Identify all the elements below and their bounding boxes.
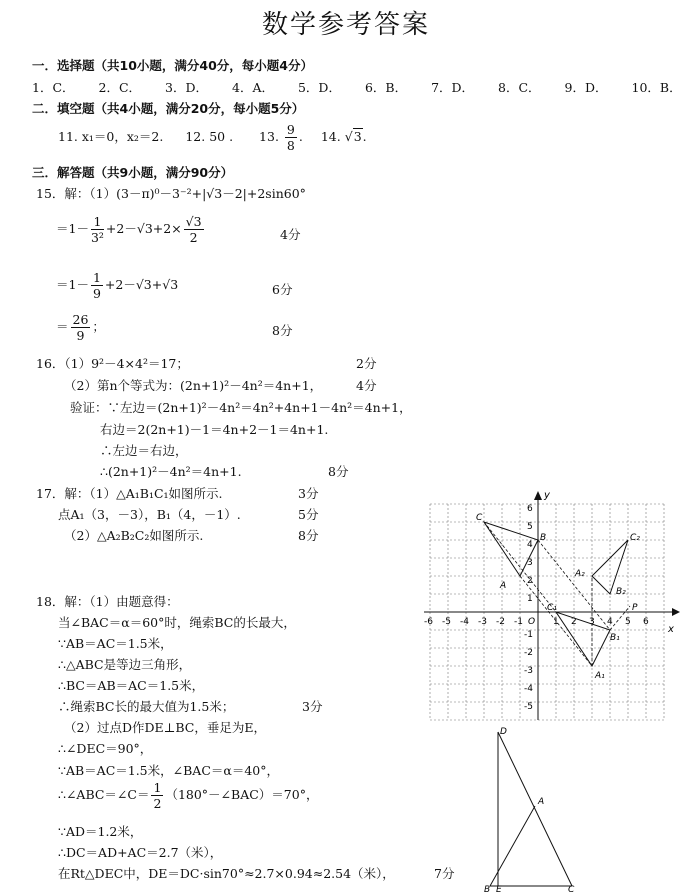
q15-fraction-2 — [184, 214, 204, 245]
q16-score-2: 4分 — [356, 378, 377, 393]
label-a: A — [500, 581, 507, 591]
x-tick: 3 — [589, 617, 595, 627]
y-tick: 3 — [527, 558, 533, 568]
fraction-numerator: 9 — [286, 122, 295, 137]
answer-12: 12. 50 . — [185, 129, 234, 144]
q15-line-1: 15．解：（1）(3－π)⁰－3⁻²+|√3－2|+2sin60° — [36, 186, 306, 201]
segment-dc — [498, 732, 572, 886]
sqrt-radicand: 3 — [353, 129, 362, 144]
q18-line-6: ∴绳索BC长的最大值为1.5米； — [58, 699, 235, 714]
q18-line-1: 18．解：（1）由题意得： — [36, 594, 179, 609]
q15-score-2: 6分 — [272, 282, 293, 297]
y-tick: 5 — [527, 522, 533, 532]
label-b: B — [540, 533, 547, 543]
x-tick: 2 — [571, 617, 577, 627]
q18-line-8: ∴∠DEC＝90°， — [58, 741, 153, 756]
fraction-denominator: 3² — [90, 230, 104, 245]
fill-answers — [58, 122, 367, 153]
y-tick: -5 — [524, 702, 533, 712]
answer-8: 8．C． — [498, 80, 541, 95]
answer-2: 2．C． — [98, 80, 142, 95]
q18-line-4: ∴△ABC是等边三角形， — [58, 657, 192, 672]
answer-7: 7．D． — [431, 80, 475, 95]
q18-line-11: ∵AD＝1.2米， — [58, 824, 143, 839]
x-tick: 6 — [643, 617, 649, 627]
q16-line-1: 16．（1）9²－4×4²＝17； — [36, 356, 189, 371]
q16-line-4: 右边＝2(2n+1)－1＝4n+2－1＝4n+1. — [100, 422, 329, 437]
answer-3: 3．D． — [165, 80, 209, 95]
y-tick: 2 — [527, 576, 533, 586]
fraction-numerator: √3 — [185, 214, 202, 229]
x-tick: -1 — [514, 617, 523, 627]
q18-line-2: 当∠BAC＝α＝60°时，绳索BC的长最大， — [58, 615, 296, 630]
section-1-header: 一．选择题（共10小题，满分40分，每小题4分） — [32, 58, 313, 73]
y-axis-arrow — [534, 491, 542, 500]
q16-score-3: 8分 — [328, 464, 349, 479]
q16-line-2: （2）第n个等式为：(2n+1)²－4n²＝4n+1， — [64, 378, 323, 393]
fraction-denominator: 2 — [189, 230, 198, 245]
q18-text: ∴∠ABC＝∠C＝ — [58, 787, 150, 802]
label-c1: C₁ — [547, 603, 557, 613]
x-tick: 5 — [625, 617, 631, 627]
label-a2: A₂ — [575, 569, 585, 579]
answer-5: 5．D． — [297, 80, 341, 95]
label-p: P — [632, 603, 638, 613]
q15-text: ＝1－ — [56, 221, 89, 236]
answer-6: 6．B． — [364, 80, 408, 95]
q15-score-3: 8分 — [272, 323, 293, 338]
q17-line-3: （2）△A₂B₂C₂如图所示. — [64, 528, 204, 543]
q18-line-12: ∴DC＝AD+AC＝2.7（米）， — [58, 845, 223, 860]
coordinate-grid-figure — [420, 488, 684, 726]
section-3-header: 三．解答题（共9小题，满分90分） — [32, 165, 234, 180]
answer-13-label: 13. — [259, 129, 279, 144]
q15-line-2 — [56, 214, 206, 245]
q15-line-3 — [56, 270, 178, 301]
q17-line-2: 点A₁（3，－3），B₁（4，－1）. — [58, 507, 241, 522]
q16-score-1: 2分 — [356, 356, 377, 371]
q15-text: +2－√3+2× — [105, 221, 182, 236]
q15-fraction-1 — [91, 214, 104, 245]
fraction-numerator: 1 — [91, 214, 104, 230]
q15-score-1: 4分 — [280, 227, 301, 242]
label-c2: C₂ — [630, 533, 640, 543]
q18-score-2: 7分 — [434, 866, 455, 881]
x-tick-labels — [424, 617, 649, 627]
q18-line-13: 在Rt△DEC中，DE＝DC·sin70°≈2.7×0.94≈2.54（米）， — [58, 866, 395, 881]
mcq-answers — [32, 78, 692, 96]
q15-text: +2－√3+√3 — [104, 277, 179, 292]
fraction-numerator: 1 — [92, 270, 101, 285]
x-tick: 1 — [553, 617, 559, 627]
q17-score-3: 8分 — [298, 528, 319, 543]
label-c: C — [568, 885, 575, 892]
answer-13-fraction — [285, 122, 297, 153]
q18-line-10 — [58, 780, 318, 811]
answer-13-end: . — [298, 129, 303, 144]
label-c: C — [476, 513, 483, 523]
q17-score-2: 5分 — [298, 507, 319, 522]
answer-14-end: . — [362, 129, 367, 144]
q18-line-3: ∵AB＝AC＝1.5米， — [58, 636, 173, 651]
y-tick-labels — [524, 504, 536, 712]
answer-9: 9．D． — [564, 80, 608, 95]
answer-11: 11. x₁＝0，x₂＝2. — [58, 129, 164, 144]
y-tick: 1 — [527, 594, 533, 604]
x-tick: 4 — [607, 617, 613, 627]
answer-1: 1．C． — [32, 80, 75, 95]
x-tick: -2 — [496, 617, 505, 627]
fraction-denominator: 9 — [92, 286, 101, 301]
q16-line-5: ∴左边＝右边， — [100, 443, 188, 458]
q15-text: ； — [92, 319, 105, 334]
fraction-denominator: 2 — [153, 796, 162, 811]
label-b2: B₂ — [616, 587, 626, 597]
segment-ba — [490, 806, 535, 886]
fraction-numerator: 26 — [72, 312, 89, 327]
sqrt-symbol: √ — [344, 129, 353, 144]
section-2-header: 二．填空题（共4小题，满分20分，每小题5分） — [32, 101, 305, 116]
y-tick: -1 — [524, 630, 533, 640]
answer-4: 4．A． — [232, 80, 274, 95]
fraction-numerator: 1 — [153, 780, 162, 795]
y-tick: 4 — [527, 540, 533, 550]
q15-text: ＝1－ — [56, 277, 89, 292]
x-tick: -6 — [424, 617, 433, 627]
x-axis-arrow — [672, 608, 680, 616]
q18-line-5: ∴BC＝AB＝AC＝1.5米， — [58, 678, 205, 693]
answer-10: 10．B． — [631, 80, 682, 95]
q18-score-1: 3分 — [302, 699, 323, 714]
label-a1: A₁ — [595, 671, 605, 681]
q16-line-6: ∴(2n+1)²－4n²＝4n+1. — [100, 464, 242, 479]
answer-14-label: 14. — [320, 129, 341, 144]
y-tick: -3 — [524, 666, 533, 676]
q18-fraction — [151, 780, 163, 811]
label-b: B — [484, 885, 491, 892]
q17-line-1: 17．解：（1）△A₁B₁C₁如图所示. — [36, 486, 223, 501]
q18-line-7: （2）过点D作DE⊥BC，垂足为E， — [64, 720, 266, 735]
x-tick: -4 — [460, 617, 469, 627]
label-e: E — [496, 885, 502, 892]
y-tick: 6 — [527, 504, 533, 514]
ladder-triangle-figure — [480, 726, 600, 892]
q18-line-9: ∵AB＝AC＝1.5米，∠BAC＝α＝40°， — [58, 763, 279, 778]
y-tick: -4 — [524, 684, 533, 694]
q18-text: （180°－∠BAC）＝70°， — [165, 787, 319, 802]
q15-fraction-3 — [91, 270, 103, 301]
origin-label: O — [528, 617, 536, 627]
x-axis-label: x — [668, 624, 674, 635]
label-d: D — [500, 727, 507, 737]
page-title: 数学参考答案 — [261, 10, 430, 40]
label-b1: B₁ — [610, 633, 620, 643]
q15-text: ＝ — [56, 319, 69, 334]
q17-score-1: 3分 — [298, 486, 319, 501]
x-tick: -3 — [478, 617, 487, 627]
label-a: A — [538, 797, 545, 807]
fraction-denominator: 8 — [286, 138, 295, 153]
y-axis-label: y — [544, 490, 550, 501]
q15-fraction-4 — [71, 312, 91, 343]
y-tick: -2 — [524, 648, 533, 658]
fraction-denominator: 9 — [76, 328, 85, 343]
x-tick: -5 — [442, 617, 451, 627]
q16-line-3: 验证：∵左边＝(2n+1)²－4n²＝4n²+4n+1－4n²＝4n+1， — [70, 400, 412, 415]
q15-line-4 — [56, 312, 105, 343]
